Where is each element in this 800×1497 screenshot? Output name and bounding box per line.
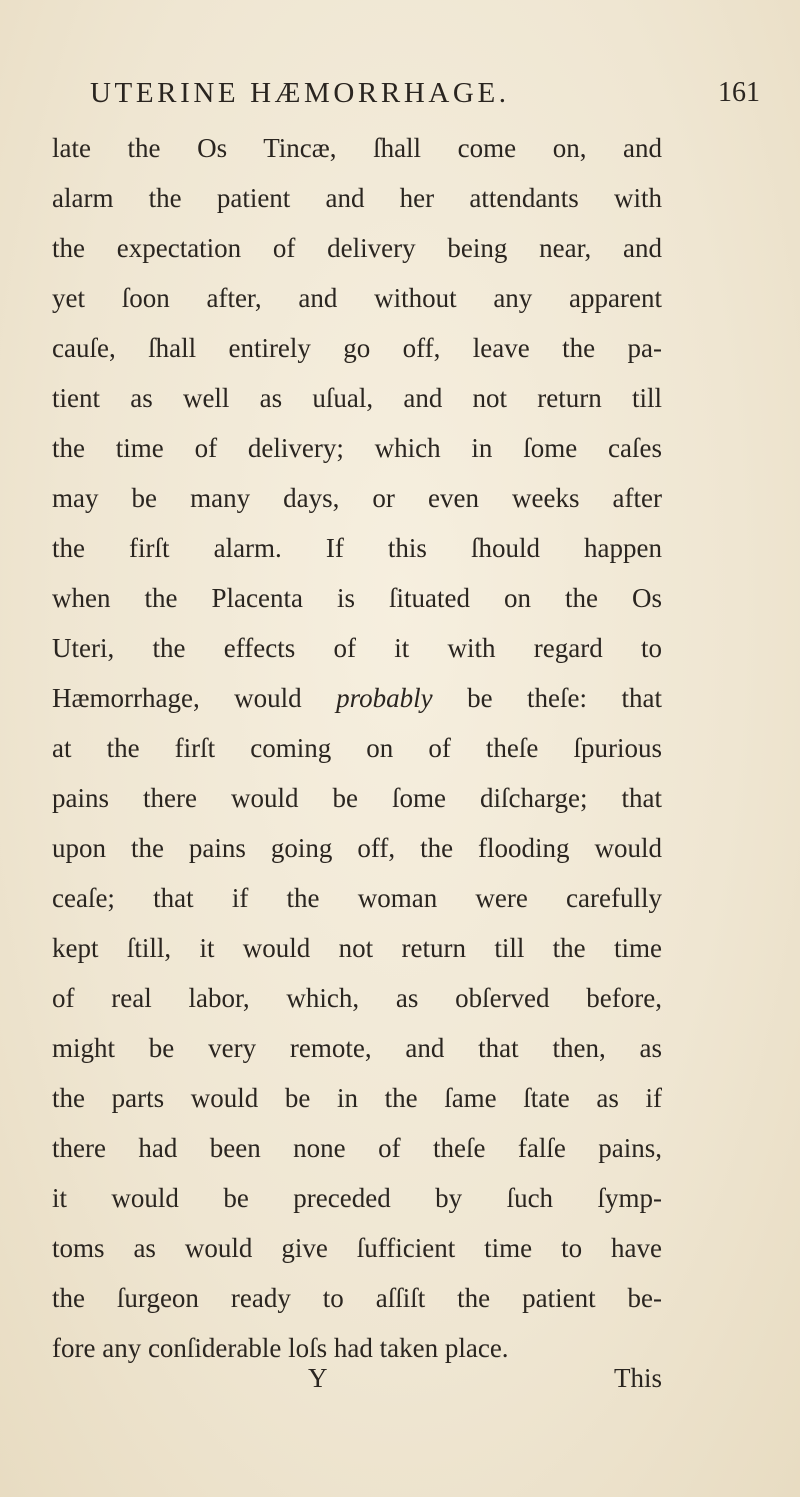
page-number: 161 bbox=[718, 77, 760, 108]
text-line: of real labor, which, as obſerved before, bbox=[52, 983, 662, 1013]
text-line: the time of delivery; which in ſome caſes bbox=[52, 433, 662, 463]
text-line: upon the pains going off, the flooding would bbox=[52, 833, 662, 863]
text-line: might be very remote, and that then, as bbox=[52, 1033, 662, 1063]
signature-mark: Y bbox=[308, 1363, 328, 1393]
text-line: alarm the patient and her attendants with bbox=[52, 183, 662, 213]
text-line: the ſurgeon ready to aſſiſt the patient be- bbox=[52, 1283, 662, 1313]
body-text bbox=[52, 123, 662, 1373]
text-segment: Hæmorrhage, would bbox=[52, 683, 337, 713]
text-line: tient as well as uſual, and not return till bbox=[52, 383, 662, 413]
text-line: fore any conſiderable loſs had taken place. bbox=[52, 1333, 509, 1363]
text-line: at the firſt coming on of theſe ſpurious bbox=[52, 733, 662, 763]
text-line: may be many days, or even weeks after bbox=[52, 483, 662, 513]
text-segment: be theſe: that bbox=[432, 683, 662, 713]
text-line: Uteri, the effects of it with regard to bbox=[52, 633, 662, 663]
text-line: the parts would be in the ſame ſtate as if bbox=[52, 1083, 662, 1113]
text-line: toms as would give ſufficient time to have bbox=[52, 1233, 662, 1263]
text-line: the firſt alarm. If this ſhould happen bbox=[52, 533, 662, 563]
text-line: ceaſe; that if the woman were carefully bbox=[52, 883, 662, 913]
running-head bbox=[90, 72, 760, 114]
text-line: pains there would be ſome diſcharge; that bbox=[52, 783, 662, 813]
page-footer bbox=[52, 1353, 662, 1403]
text-line: the expectation of delivery being near, and bbox=[52, 233, 662, 263]
text-line: late the Os Tincæ, ſhall come on, and bbox=[52, 133, 662, 163]
text-line-with-emphasis bbox=[52, 673, 662, 723]
running-title: UTERINE HÆMORRHAGE. bbox=[90, 77, 510, 109]
text-line: yet ſoon after, and without any apparent bbox=[52, 283, 662, 313]
text-line: when the Placenta is ſituated on the Os bbox=[52, 583, 662, 613]
text-line: cauſe, ſhall entirely go off, leave the pa- bbox=[52, 333, 662, 363]
italic-emphasis: probably bbox=[336, 683, 433, 713]
text-line: there had been none of theſe falſe pains, bbox=[52, 1133, 662, 1163]
text-line: it would be preceded by ſuch ſymp- bbox=[52, 1183, 662, 1213]
text-line: kept ſtill, it would not return till the time bbox=[52, 933, 662, 963]
catchword: This bbox=[613, 1363, 662, 1393]
